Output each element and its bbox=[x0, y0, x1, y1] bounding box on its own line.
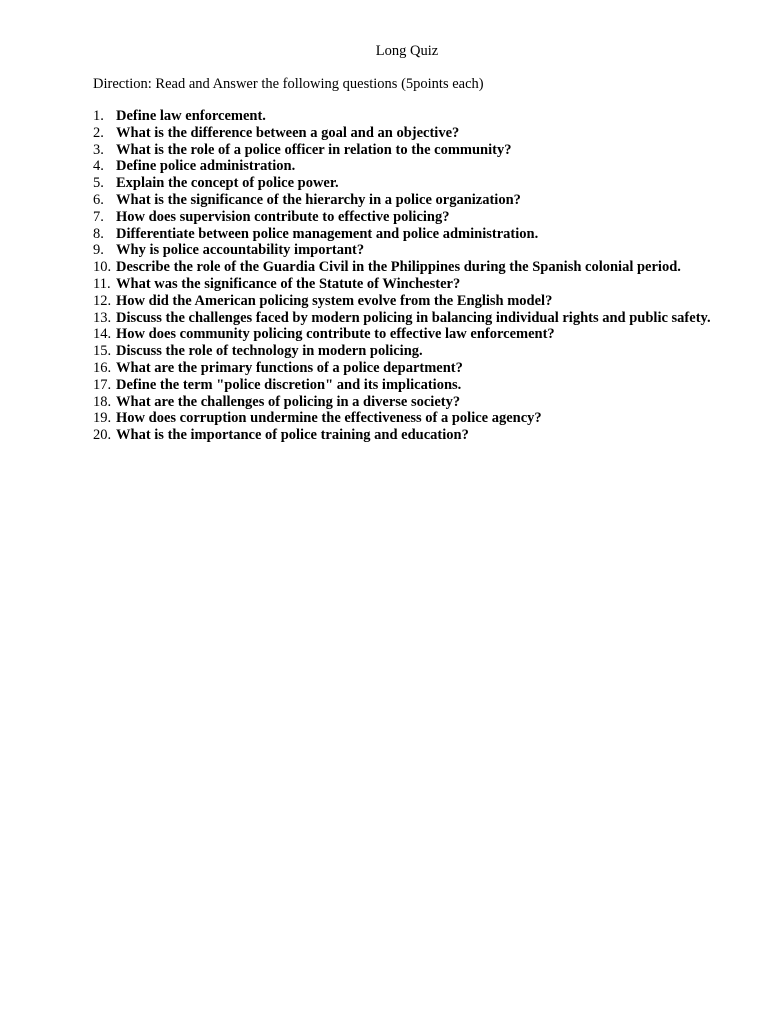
question-number: 7. bbox=[93, 208, 104, 225]
question-number: 4. bbox=[93, 158, 104, 175]
question-item bbox=[93, 242, 721, 259]
question-item bbox=[93, 293, 721, 310]
question-text: Define the term "police discretion" and its implications. bbox=[116, 376, 462, 393]
question-item bbox=[93, 410, 721, 427]
question-number: 20. bbox=[93, 427, 112, 444]
question-number: 17. bbox=[93, 376, 112, 393]
question-text: How does supervision contribute to effective policing? bbox=[116, 208, 450, 225]
question-number: 9. bbox=[93, 242, 104, 259]
question-text: Explain the concept of police power. bbox=[116, 175, 339, 192]
direction-text: Direction: Read and Answer the following questions (5points each) bbox=[93, 76, 484, 92]
document-title: Long Quiz bbox=[375, 43, 439, 59]
question-text: Define police administration. bbox=[116, 158, 296, 175]
question-number: 13. bbox=[93, 309, 112, 326]
question-text: What is the difference between a goal and an objective? bbox=[116, 124, 460, 141]
question-item bbox=[93, 377, 721, 394]
question-text: Differentiate between police management and police administration. bbox=[116, 225, 539, 242]
question-item bbox=[93, 394, 721, 411]
question-item bbox=[93, 276, 721, 293]
question-number: 3. bbox=[93, 141, 104, 158]
question-item bbox=[93, 125, 721, 142]
question-text: What is the importance of police training and education? bbox=[116, 427, 469, 444]
question-item bbox=[93, 310, 721, 327]
question-text: What was the significance of the Statute of Winchester? bbox=[116, 275, 461, 292]
question-number: 8. bbox=[93, 225, 104, 242]
question-item bbox=[93, 175, 721, 192]
question-number: 15. bbox=[93, 343, 112, 360]
question-text: Define law enforcement. bbox=[116, 108, 266, 124]
question-number: 12. bbox=[93, 292, 112, 309]
question-item bbox=[93, 427, 721, 444]
question-item bbox=[93, 343, 721, 360]
question-item bbox=[93, 360, 721, 377]
question-number: 10. bbox=[93, 259, 112, 276]
question-number: 16. bbox=[93, 359, 112, 376]
question-text: Why is police accountability important? bbox=[116, 242, 365, 259]
question-text: How did the American policing system evolve from the English model? bbox=[116, 292, 553, 309]
question-item bbox=[93, 108, 721, 125]
question-number: 19. bbox=[93, 410, 112, 427]
question-item bbox=[93, 259, 721, 276]
question-item bbox=[93, 226, 721, 243]
question-text: How does corruption undermine the effectiveness of a police agency? bbox=[116, 410, 542, 427]
question-text: Describe the role of the Guardia Civil in the Philippines during the Spanish colonial period. bbox=[116, 259, 681, 276]
question-number: 5. bbox=[93, 175, 104, 192]
question-text: Discuss the role of technology in modern policing. bbox=[116, 343, 423, 360]
question-item bbox=[93, 192, 721, 209]
question-number: 2. bbox=[93, 124, 104, 141]
question-item bbox=[93, 326, 721, 343]
question-text: How does community policing contribute to effective law enforcement? bbox=[116, 326, 555, 343]
question-text: What are the primary functions of a police department? bbox=[116, 359, 463, 376]
question-item bbox=[93, 209, 721, 226]
question-number: 18. bbox=[93, 393, 112, 410]
question-text: What is the significance of the hierarchy in a police organization? bbox=[116, 191, 521, 208]
question-text: Discuss the challenges faced by modern policing in balancing individual rights and public safety. bbox=[116, 309, 711, 326]
question-text: What are the challenges of policing in a diverse society? bbox=[116, 393, 461, 410]
question-number: 11. bbox=[93, 275, 111, 292]
question-item bbox=[93, 158, 721, 175]
question-number: 6. bbox=[93, 191, 104, 208]
question-list bbox=[93, 108, 721, 444]
question-text: What is the role of a police officer in relation to the community? bbox=[116, 141, 512, 158]
question-number: 14. bbox=[93, 326, 112, 343]
question-number: 1. bbox=[93, 108, 104, 124]
question-item bbox=[93, 142, 721, 159]
